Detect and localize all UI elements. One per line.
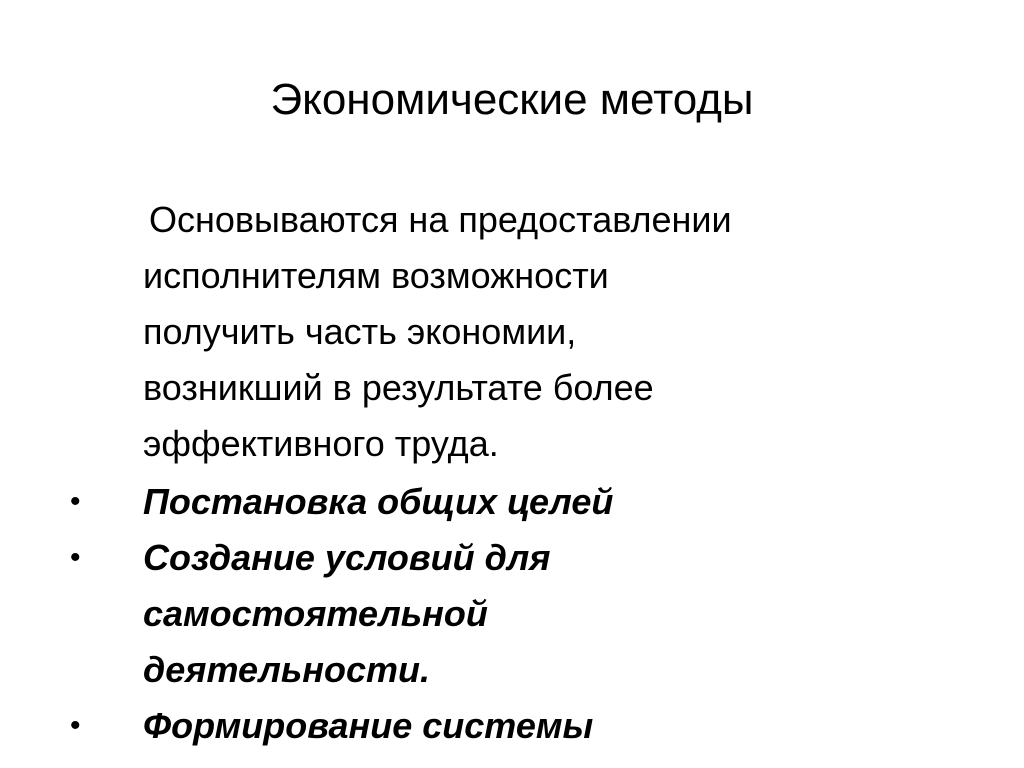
bullet-text: деятельности. <box>143 649 430 690</box>
bullet-text: Создание условий для <box>143 537 551 578</box>
bullet-text: Формирование системы <box>143 705 594 746</box>
bullet-text: самостоятельной <box>143 593 488 634</box>
intro-line: эффективного труда. <box>143 423 499 464</box>
bullet-dot-icon: • <box>70 541 81 574</box>
bullet-item-goals <box>0 474 1024 530</box>
bullet-item-conditions <box>0 530 1024 698</box>
bullet-text: Постановка общих целей <box>143 481 614 522</box>
bullet-dot-icon: • <box>70 485 81 518</box>
bullet-dot-icon: • <box>70 709 81 742</box>
intro-line: получить часть экономии, <box>143 311 577 352</box>
bullet-item-system <box>0 698 1024 754</box>
slide-title: Экономические методы <box>270 75 754 124</box>
intro-line: Основываются на предоставлении <box>149 199 732 240</box>
intro-line: исполнителям возможности <box>143 255 609 296</box>
bullet-list <box>0 474 1024 754</box>
intro-paragraph <box>143 192 943 472</box>
intro-line: возникший в результате более <box>143 367 654 408</box>
